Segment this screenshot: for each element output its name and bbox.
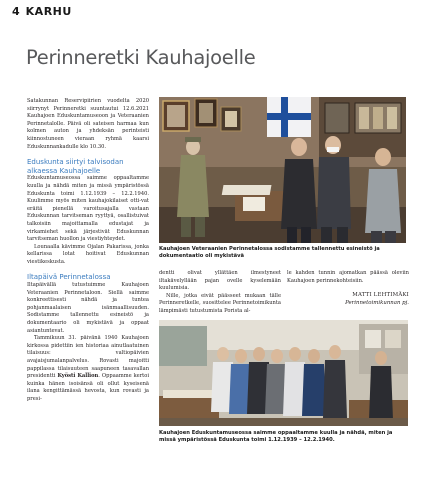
photo-perinnetalo <box>159 97 406 243</box>
magazine-brand: KARHU <box>25 5 72 18</box>
article-column-1 <box>27 98 149 404</box>
col3-paragraph: le kahden tunnin ajomatkan päässä oleviin Kauhajoen perinnekohteisiin. <box>287 270 409 284</box>
section-heading-1: Eduskunta siirtyi talvisodan alkaessa Kauhajoelle <box>27 158 124 175</box>
section2-text-a: Tammikuun 31. päivänä 1940 Kauhajoen kirkossa pidettiin ien historiaa ainutlaatuinen tilaisuus: valtiopäivien avajaisjumalanpalvelus. Rovasti majoitti pappilassa tilaisuuteen saapuneen tasavallan presidentti <box>27 335 149 380</box>
section-heading-2: Iltapäivä Perinnetalossa <box>27 273 111 282</box>
intro-paragraph: Satakunnan Reservipiirien vuodelta 2020 siirrynyt Perinneretki suuntautui 12.6.2021 Kauhajoen Eduskuntamuseoon ja Veteraanien Perinnetalolle. Päivä oli sateisen harmaa kun kolmen auton ja yhdeksän perinteisti kiinnostuneen vieraan ryhmä kaarsi Eduskunnankadulle klo 10.30. <box>27 98 149 150</box>
section1-paragraph-2: Lounaalla kävimme Ojalan Pakarissa, jonka kellarissa lotat hoitivat Eduskunnan viestikeskusta. <box>27 243 149 265</box>
article-column-3 <box>287 270 409 307</box>
section2-paragraph-2 <box>27 335 149 403</box>
caption-photo-2: Kauhajoen Eduskuntamuseossa saimme oppaaltamme kuulla ja nähdä, miten ja missä ympäristössä Eduskunta toimi 1.12.1939 – 12.2.1940. <box>159 430 393 444</box>
article-column-2 <box>159 270 281 316</box>
author-name: MATTI LEHTIMÄKI <box>352 292 409 299</box>
photo-eduskuntamuseo-group <box>159 320 408 426</box>
caption-photo-1: Kauhajoen Veteraanien Perinnetalossa sodistamme tallennettu esineistö ja dokumentaatio oli mykistävä <box>159 246 380 260</box>
section2-text-b: . Oppaamme kertoi kuinka hänen isoisänsä oli ollut kyseisenä ilana kengittämässä hevosta, kun rovasti ja presi- <box>27 373 149 402</box>
article-title: Perinneretki Kauhajoelle <box>26 46 256 69</box>
col2-paragraph-2: Nille, jotka eivät päässeet mukaan tälle Perinneretkelle, suosittelee Perinnetoimikunta lämpimästi tutustumista Porista al- <box>159 292 281 314</box>
page-number: 4 <box>12 5 20 18</box>
president-name: Kyösti Kallion <box>57 373 99 380</box>
section1-paragraph-1: Eduskuntamuseossa saimme oppaaltamme kuulla ja nähdä miten ja missä ympäristössä Eduskunta toimi 1.12.1939 – 12.2.1940. Kuulimme myös miten kauhajokilaiset otti-vat eräitä pienellä varoitusajalla vastaan Eduskunnan tarvitseman ryyttyä, osallistuivat talkoisiin majoittamalla edustajat ja virkamiehet sekä järjestivät Eduskunnan tarvitseman huollon ja viestiyhteydet. <box>27 175 149 243</box>
section2-paragraph-1: Iltapäivällä tutustuimme Kauhajoen Veteraanien Perinnetaloon. Siellä saimme konkreettisesti nähdä ja tuntea pohjanmaalaisen isänmaallisuuden. Sodistamme tallennettu esineistö ja dokumentaario oli mykistävä ja oppaat asiantuntevat. <box>27 282 149 334</box>
col2-paragraph-1: dentti olivat yllättäen ilmestyneet iltakävelyllään pajan ovelle kyselemään kuulumisia. <box>159 270 281 292</box>
page-header <box>12 5 72 18</box>
author-role: Perinnetoimikunnan pj. <box>345 299 409 306</box>
author-signature <box>287 292 409 307</box>
